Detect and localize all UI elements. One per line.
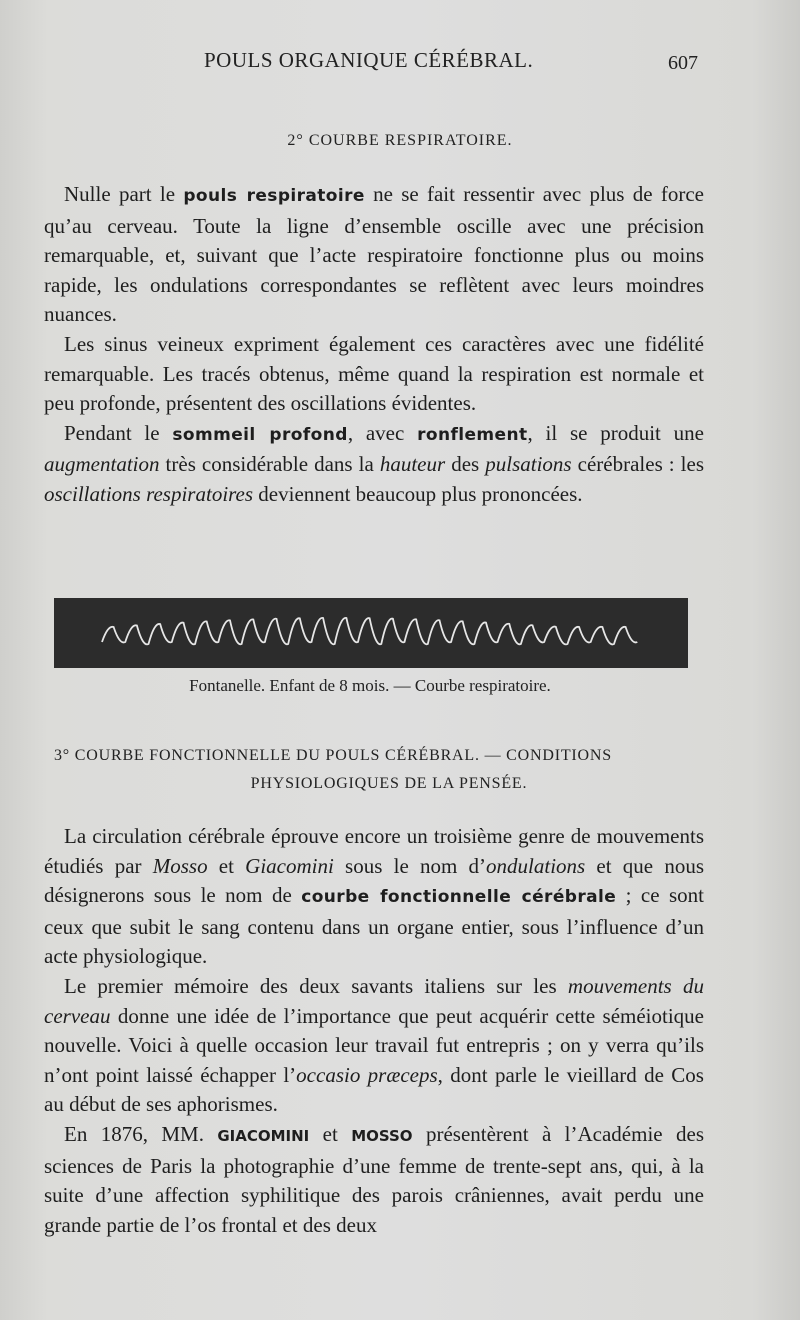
paragraph: En 1876, MM. GIACOMINI et MOSSO présentèrent à l’Académie des sciences de Paris la photographie d’une femme de trente-sept ans, qui, à la suite d’une affection syphilitique des parois crâniennes, avait perdu une grande partie de l’os frontal et des deux — [44, 1121, 704, 1237]
wave-line — [102, 618, 637, 645]
paragraph: Les sinus veineux expriment également ces caractères avec une fidélité remarquable. Les tracés obtenus, même quand la respiration est normale et peu profonde, présentent des oscillations évidentes. — [44, 331, 704, 416]
page-number: 607 — [668, 52, 698, 74]
heading-line-1: 3° COURBE FONCTIONNELLE DU POULS CÉRÉBRAL. — CONDITIONS — [54, 747, 612, 764]
respiratory-curve-figure — [54, 598, 688, 668]
section-heading-respiratoire: 2° COURBE RESPIRATOIRE. — [287, 132, 513, 149]
section2-text — [44, 822, 704, 1240]
running-title: POULS ORGANIQUE CÉRÉBRAL. — [204, 48, 534, 72]
paragraph: Nulle part le pouls respiratoire ne se fait ressentir avec plus de force qu’au cerveau. Toute la ligne d’ensemble oscille avec une précision remarquable, et, suivant que l’acte respiratoire fonctionne plus ou moins rapide, les ondulations correspondantes se reflètent avec leurs moindres nuances. — [44, 182, 704, 327]
figure-caption: Fontanelle. Enfant de 8 mois. — Courbe respiratoire. — [189, 676, 551, 695]
running-head — [0, 48, 800, 78]
respiratory-wave-trace — [54, 598, 688, 668]
paragraph: Le premier mémoire des deux savants italiens sur les mouvements du cerveau donne une idée de l’importance que peut acquérir cette séméiotique nouvelle. Voici à quelle occasion leur travail fut entrepris ; on y verra qu’ils n’ont point laissé échapper l’occasio præceps, dont parle le vieillard de Cos au début de ses aphorismes. — [44, 973, 704, 1117]
heading-line-2: PHYSIOLOGIQUES DE LA PENSÉE. — [250, 775, 528, 792]
paragraph: Pendant le sommeil profond, avec ronflement, il se produit une augmentation très considérable dans la hauteur des pulsations cérébrales : les oscillations respiratoires deviennent beaucoup plus prononcées. — [44, 420, 705, 506]
section-heading-fonctionnelle — [54, 742, 704, 798]
section1-text — [44, 180, 704, 510]
paragraph: La circulation cérébrale éprouve encore un troisième genre de mouvements étudiés par Mosso et Giacomini sous le nom d’ondulations et que nous désignerons sous le nom de courbe fonctionnelle cérébrale ; ce sont ceux que subit le sang contenu dans un organe entier, sous l’influence d’un acte physiologique. — [44, 824, 705, 969]
